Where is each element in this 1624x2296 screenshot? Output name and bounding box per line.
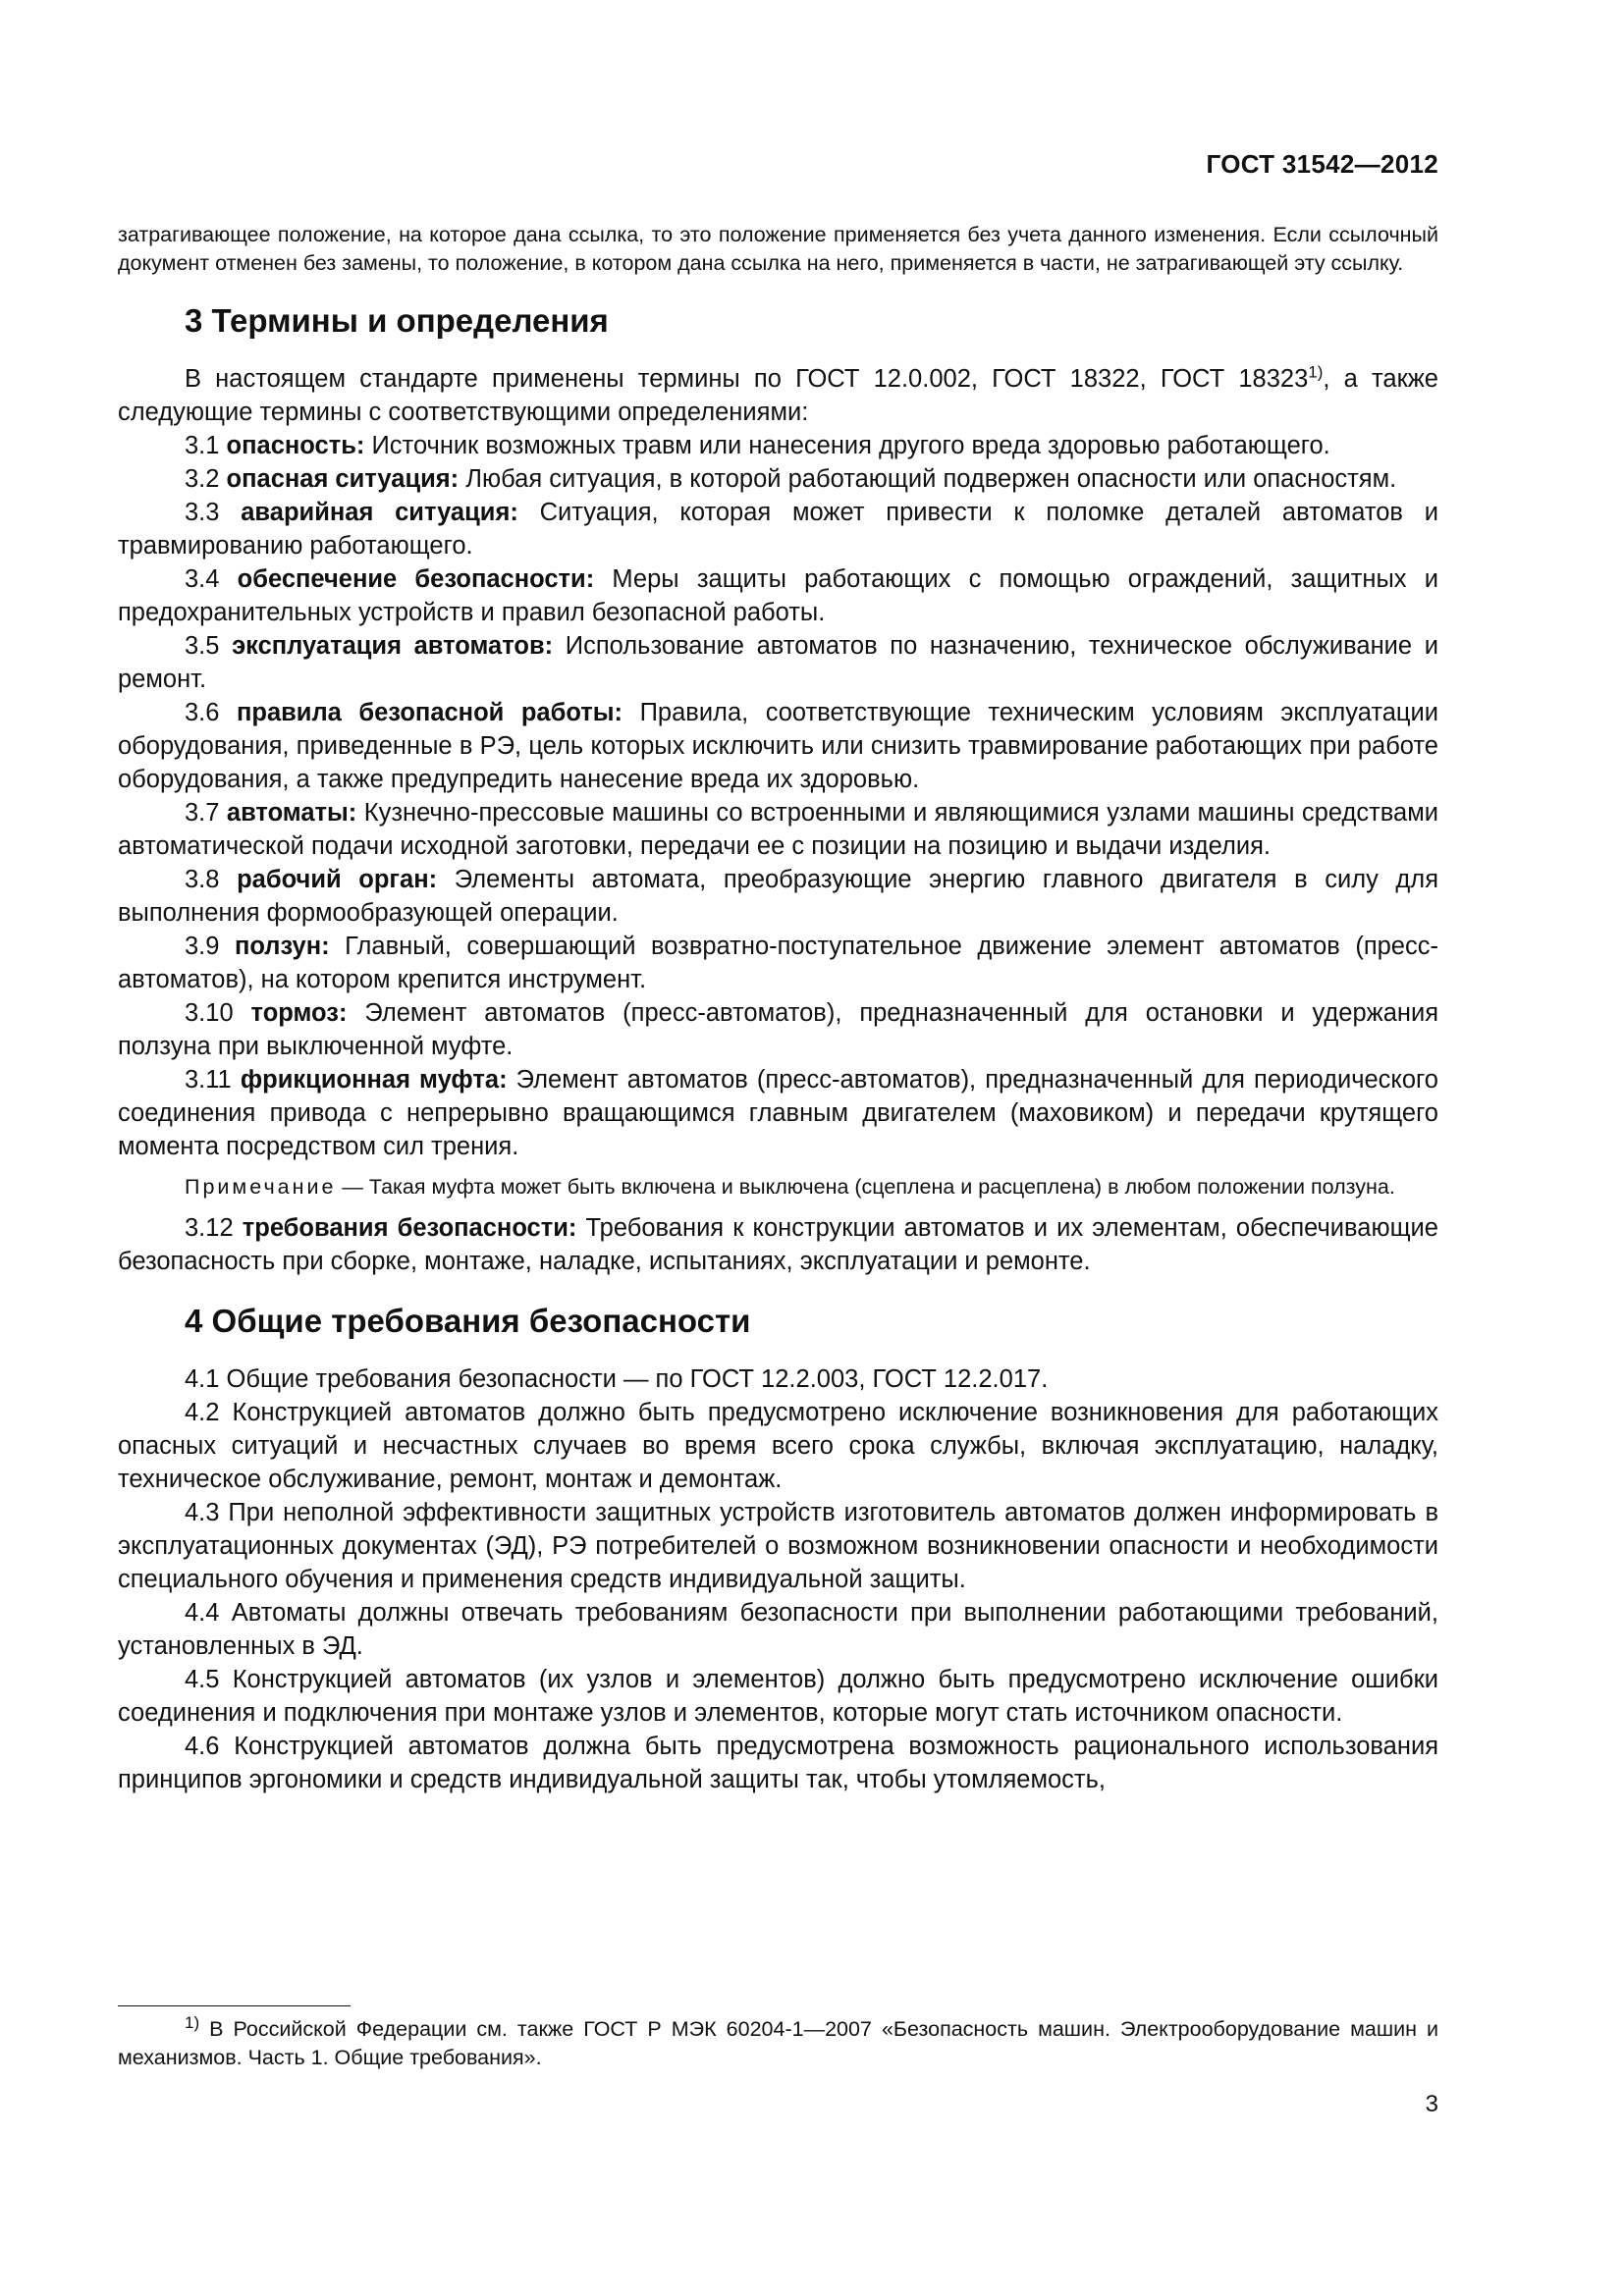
intro-paragraph: затрагивающее положение, на которое дана ссылка, то это положение применяется без учета данного изменения. Если ссылочный документ отменен без замены, то положение, в котором дана ссылка на него, применяется в части, не затрагивающей эту ссылку.	[118, 223, 1438, 275]
term-name: автоматы:	[226, 799, 357, 827]
term-definition: Правила, соответствующие техническим условиям эксплуатации оборудования, приведенные в РЭ, цель которых исключить или снизить травмирование работающих при работе оборудования, а также предупредить нанесение вреда их здоровью.	[118, 699, 1439, 793]
term-definition: Источник возможных травм или нанесения другого вреда здоровью работающего.	[371, 432, 1330, 459]
requirement-paragraph: 4.1 Общие требования безопасности — по ГОСТ 12.2.003, ГОСТ 12.2.017.	[185, 1365, 1049, 1393]
page-number: 3	[1425, 2091, 1438, 2117]
term-definition: Меры защиты работающих с помощью ограждений, защитных и предохранительных устройств и правил безопасной работы.	[118, 565, 1438, 626]
term-definition: Использование автоматов по назначению, техническое обслуживание и ремонт.	[118, 632, 1438, 693]
requirement-paragraph: 4.5 Конструкцией автоматов (их узлов и элементов) должно быть предусмотрено исключение ошибки соединения и подключения при монтаже узлов и элементов, которые могут стать источником опасности.	[118, 1666, 1438, 1727]
term-definition: Ситуация, которая может привести к поломке деталей автоматов и травмированию работающего.	[118, 499, 1438, 560]
term-name: фрикционная муфта:	[240, 1066, 508, 1094]
requirement-paragraph: 4.4 Автоматы должны отвечать требованиям безопасности при выполнении работающими требований, установленных в ЭД.	[118, 1599, 1438, 1660]
term-name: рабочий орган:	[237, 866, 438, 893]
section-4-title: 4 Общие требования безопасности	[185, 1303, 751, 1339]
term-name: опасная ситуация:	[226, 465, 460, 493]
term-definition: Элемент автоматов (пресс-автоматов), предназначенный для периодического соединения привода с непрерывно вращающимся главным двигателем (маховиком) и передачи крутящего момента посредством сил трения.	[118, 1066, 1438, 1160]
requirement-paragraph: 4.3 При неполной эффективности защитных устройств изготовитель автоматов должен информировать в эксплуатационных документах (ЭД), РЭ потребителей о возможном возникновении опасности и необходимости специального обучения и применения средств индивидуальной защиты.	[118, 1499, 1438, 1593]
note-label: Примечание	[185, 1175, 337, 1199]
term-definition: Элементы автомата, преобразующие энергию главного двигателя в силу для выполнения формообразующей операции.	[118, 866, 1438, 927]
term-name: обеспечение безопасности:	[237, 565, 595, 593]
term-item: 3.1 опасность: Источник возможных травм или нанесения другого вреда здоровью работающего.	[185, 432, 1330, 459]
requirement-paragraph: 4.6 Конструкцией автоматов должна быть предусмотрена возможность рационального использования принципов эргономики и средств индивидуальной защиты так, чтобы утомляемость,	[118, 1733, 1438, 1793]
document-code-header: ГОСТ 31542—2012	[1206, 149, 1438, 179]
term-item: 3.12 требования безопасности: Требования к конструкции автоматов и их элементам, обеспечивающие безопасность при сборке, монтаже, наладке, испытаниях, эксплуатации и ремонте.	[118, 1214, 1438, 1275]
note-text: — Такая муфта может быть включена и выключена (сцеплена и расцеплена) в любом положении ползуна.	[336, 1175, 1395, 1199]
section-3-intro: В настоящем стандарте применены термины по ГОСТ 12.0.002, ГОСТ 18322, ГОСТ 18323$^{1)}$, а также следующие термины с соответствующими определениями:	[118, 362, 1438, 426]
term-item: 3.6 правила безопасной работы: Правила, соответствующие техническим условиям эксплуатации оборудования, приведенные в РЭ, цель которых исключить или снизить травмирование работающих при работе оборудования, а также предупредить нанесение вреда их здоровью.	[118, 699, 1439, 793]
term-item: 3.2 опасная ситуация: Любая ситуация, в которой работающий подвержен опасности или опасностям.	[185, 465, 1397, 493]
footnote-text: В Российской Федерации см. также ГОСТ Р МЭК 60204-1—2007 «Безопасность машин. Электрооборудование машин и механизмов. Часть 1. Общие требования».	[118, 2017, 1438, 2069]
section-4-paragraphs	[118, 1362, 1438, 1796]
term-item: 3.8 рабочий орган: Элементы автомата, преобразующие энергию главного двигателя в силу для выполнения формообразующей операции.	[118, 866, 1438, 927]
term-definition: Кузнечно-прессовые машины со встроенными и являющимися узлами машины средствами автоматической подачи исходной заготовки, передачи ее с позиции на позицию и выдачи изделия.	[118, 799, 1438, 860]
term-item: 3.11 фрикционная муфта: Элемент автоматов (пресс-автоматов), предназначенный для периодического соединения привода с непрерывно вращающимся главным двигателем (маховиком) и передачи крутящего момента посредством сил трения.	[118, 1066, 1438, 1160]
footnote-marker: 1)	[185, 2012, 200, 2032]
term-definition: Главный, совершающий возвратно-поступательное движение элемент автоматов (пресс-автоматов), на котором крепится инструмент.	[118, 933, 1438, 993]
footnote-divider	[118, 2005, 351, 2006]
term-item: 3.7 автоматы: Кузнечно-прессовые машины со встроенными и являющимися узлами машины средствами автоматической подачи исходной заготовки, передачи ее с позиции на позицию и выдачи изделия.	[118, 799, 1438, 860]
terms-list	[118, 429, 1438, 1163]
footnote-ref: 1)	[1308, 362, 1324, 382]
requirement-paragraph: 4.2 Конструкцией автоматов должно быть предусмотрено исключение возникновения для работающих опасных ситуаций и несчастных случаев во время всего срока службы, включая эксплуатацию, наладку, техническое обслуживание, ремонт, монтаж и демонтаж.	[118, 1399, 1438, 1493]
term-name: тормоз:	[250, 999, 348, 1027]
term-item: 3.4 обеспечение безопасности: Меры защиты работающих с помощью ограждений, защитных и предохранительных устройств и правил безопасной работы.	[118, 565, 1438, 626]
term-name: требования безопасности:	[242, 1214, 577, 1242]
term-definition: Любая ситуация, в которой работающий подвержен опасности или опасностям.	[465, 465, 1397, 493]
term-name: эксплуатация автоматов:	[232, 632, 554, 660]
term-definition: Требования к конструкции автоматов и их элементам, обеспечивающие безопасность при сборке, монтаже, наладке, испытаниях, эксплуатации и ремонте.	[118, 1214, 1438, 1275]
note	[118, 1173, 1438, 1201]
term-item: 3.10 тормоз: Элемент автоматов (пресс-автоматов), предназначенный для остановки и удержания ползуна при выключенной муфте.	[118, 999, 1439, 1060]
term-name: опасность:	[226, 432, 365, 459]
term-item: 3.9 ползун: Главный, совершающий возвратно-поступательное движение элемент автоматов (пресс-автоматов), на котором крепится инструмент.	[118, 933, 1438, 993]
term-name: правила безопасной работы:	[236, 699, 623, 726]
term-item: 3.5 эксплуатация автоматов: Использование автоматов по назначению, техническое обслуживание и ремонт.	[118, 632, 1438, 693]
term-item: 3.3 аварийная ситуация: Ситуация, которая может привести к поломке деталей автоматов и травмированию работающего.	[118, 499, 1438, 560]
term-definition: Элемент автоматов (пресс-автоматов), предназначенный для остановки и удержания ползуна при выключенной муфте.	[118, 999, 1439, 1060]
term-name: аварийная ситуация:	[241, 499, 518, 526]
footnote	[118, 2012, 1438, 2072]
page-body	[118, 221, 1438, 1796]
section-3-title: 3 Термины и определения	[185, 302, 609, 339]
term-name: ползун:	[234, 933, 330, 960]
